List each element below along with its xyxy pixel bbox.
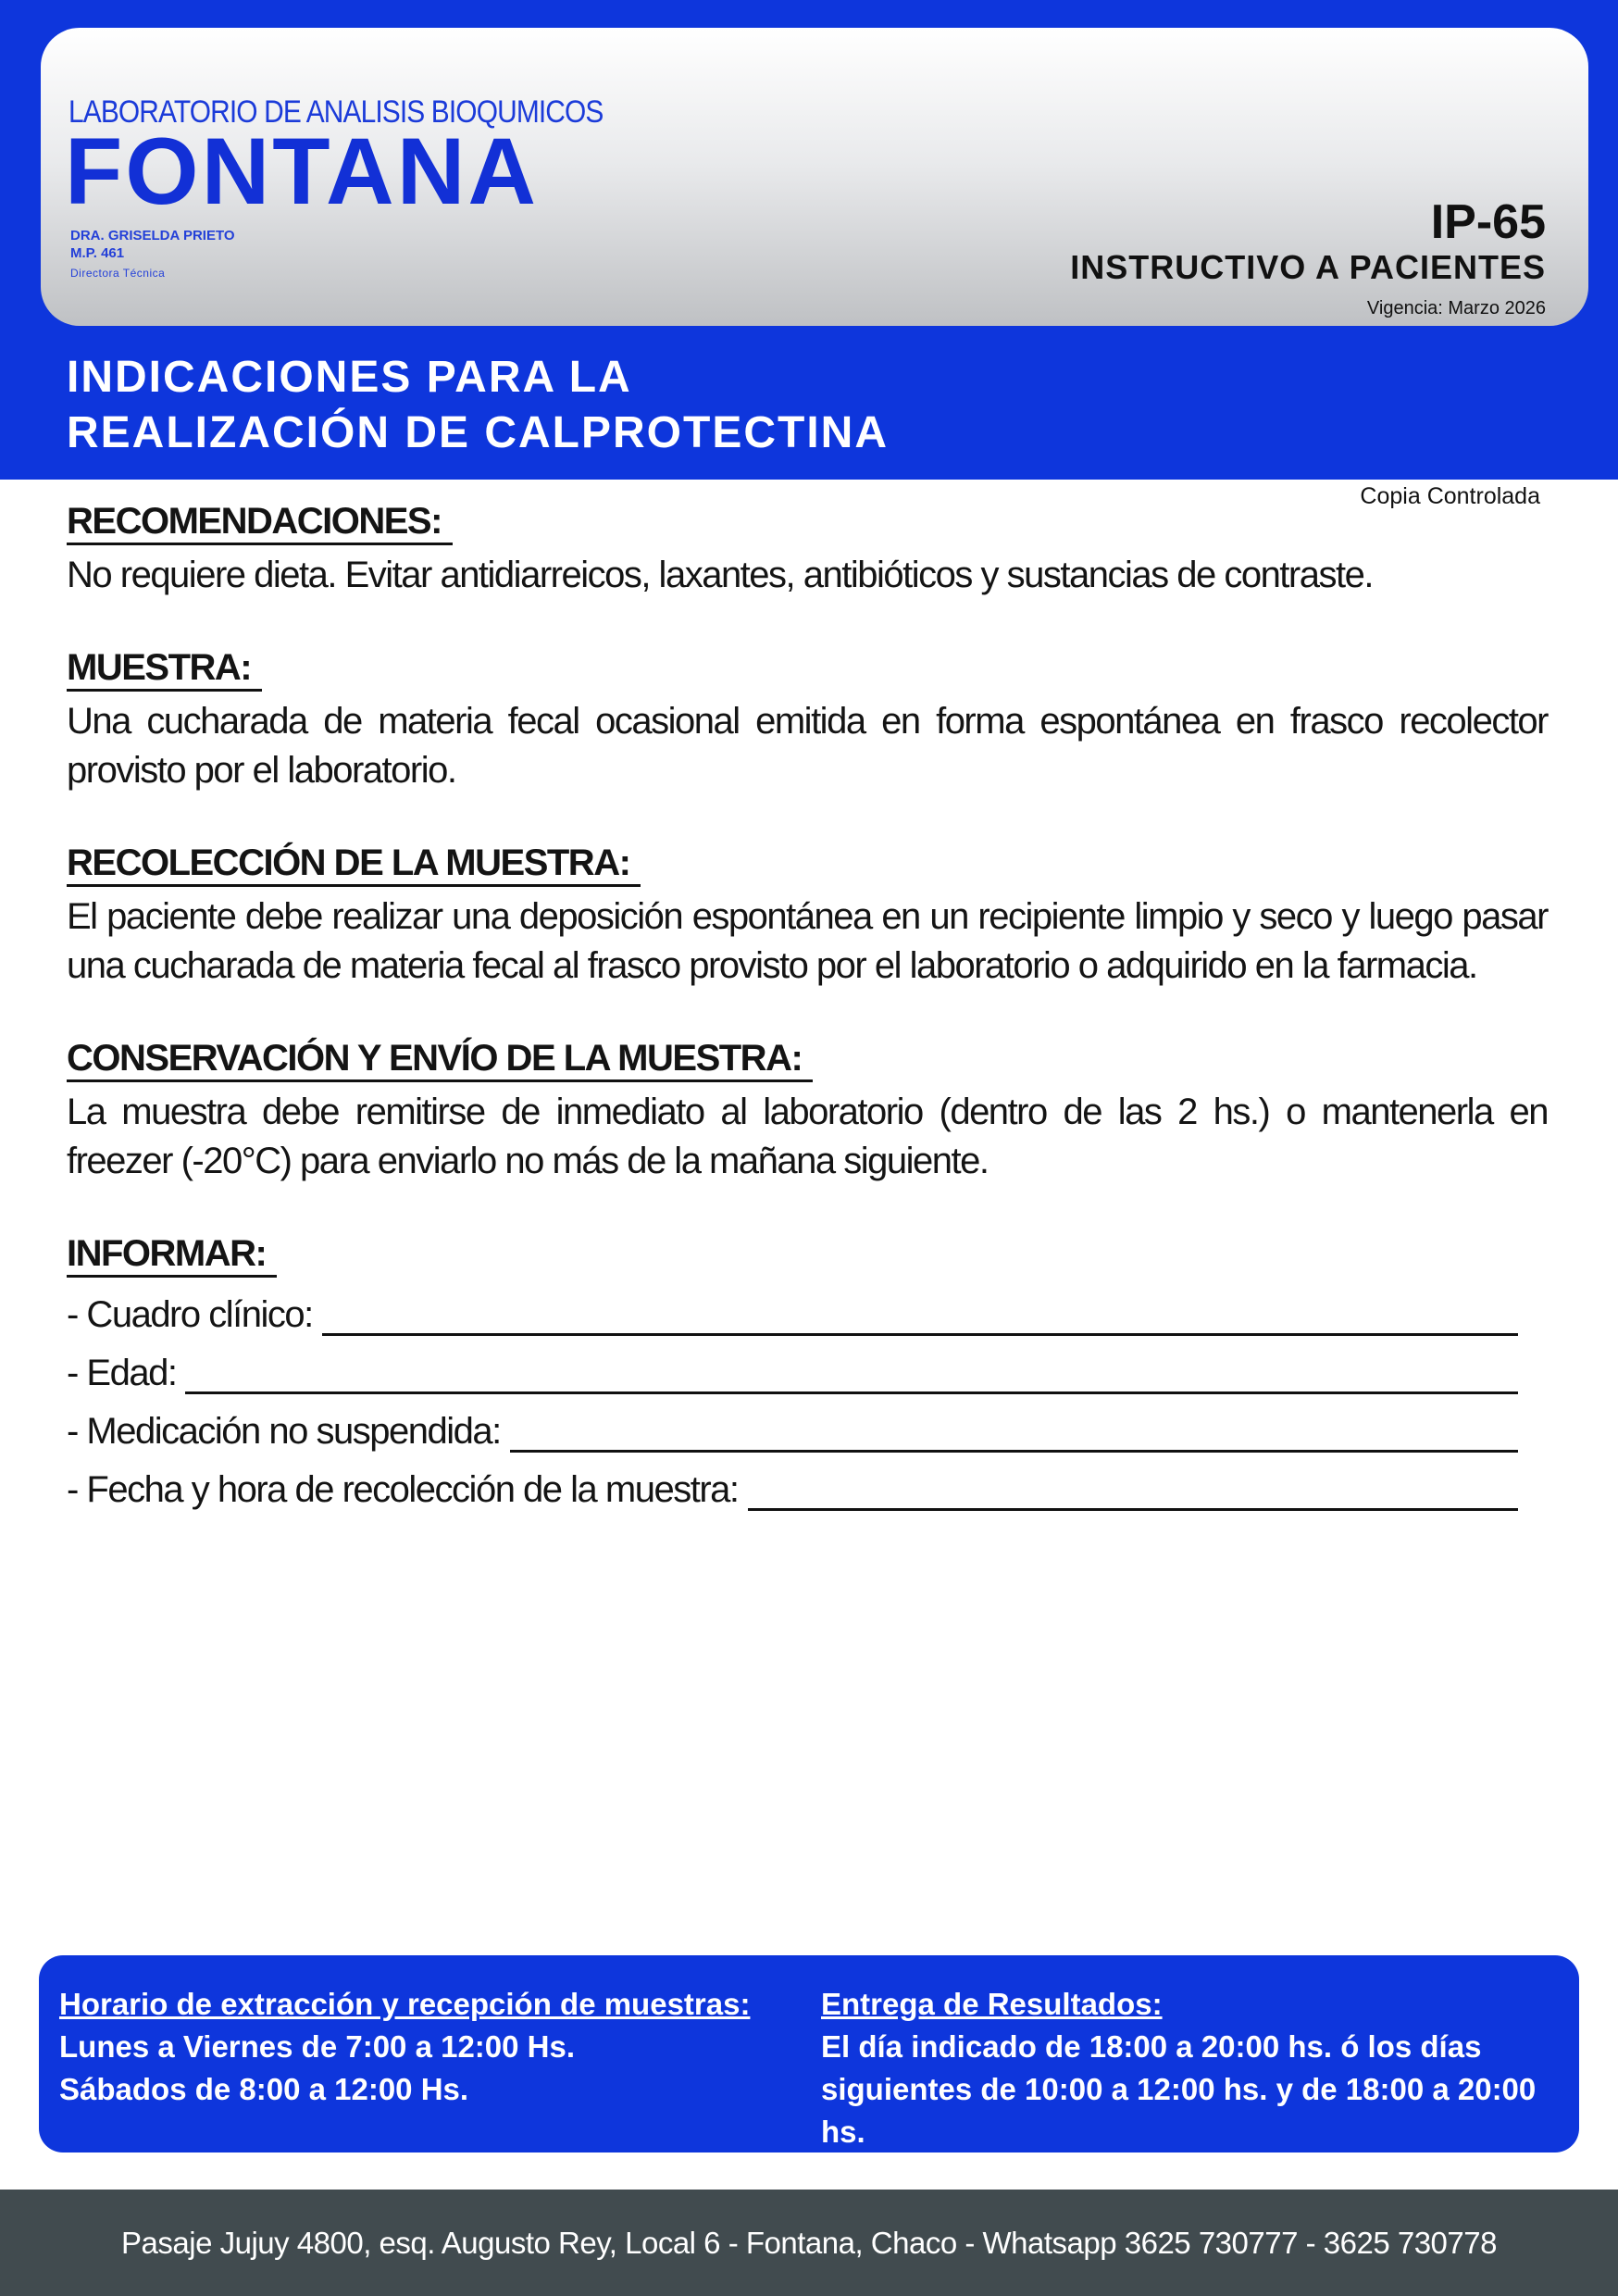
fill-line[interactable]: [322, 1296, 1518, 1336]
director-license: M.P. 461: [70, 245, 125, 261]
field-label: - Cuadro clínico:: [67, 1294, 313, 1335]
extraction-hours-title: Horario de extracción y recepción de muestras:: [59, 1987, 751, 2021]
section-recomendaciones: [67, 500, 1548, 600]
field-medicacion[interactable]: [67, 1394, 1518, 1453]
section-text: Una cucharada de materia fecal ocasional emitida en forma espontánea en frasco recolector provisto por el laboratorio.: [67, 701, 1548, 791]
fill-line[interactable]: [748, 1471, 1518, 1511]
section-title: RECOMENDACIONES:: [67, 500, 453, 545]
field-label: - Fecha y hora de recolección de la muestra:: [67, 1469, 739, 1510]
section-title: MUESTRA:: [67, 646, 262, 692]
document-code: IP-65: [1430, 195, 1546, 249]
hours-box: [39, 1955, 1579, 2152]
header-panel: [41, 28, 1588, 326]
brand-logo-text: FONTANA: [65, 119, 540, 224]
lab-name-line: LABORATORIO DE ANALISIS BIOQUMICOS: [68, 94, 604, 130]
field-label: - Medicación no suspendida:: [67, 1411, 501, 1452]
document-type: INSTRUCTIVO A PACIENTES: [1070, 248, 1546, 286]
director-name: DRA. GRISELDA PRIETO: [70, 228, 235, 243]
extraction-hours-line: Lunes a Viernes de 7:00 a 12:00 Hs.: [59, 2029, 576, 2064]
section-text: La muestra debe remitirse de inmediato al laboratorio (dentro de las 2 hs.) o mantenerla en freezer (-20°C) para enviarlo no más de la mañana siguiente.: [67, 1092, 1548, 1181]
section-conservacion: [67, 1037, 1548, 1186]
director-role: Directora Técnica: [70, 267, 166, 280]
section-title: RECOLECCIÓN DE LA MUESTRA:: [67, 842, 641, 887]
results-delivery: [821, 1983, 1579, 2153]
section-text: El paciente debe realizar una deposición espontánea en un recipiente limpio y seco y luego pasar una cucharada de materia fecal al frasco provisto por el laboratorio o adquirido en la farmacia.: [67, 896, 1548, 986]
extraction-hours-line: Sábados de 8:00 a 12:00 Hs.: [59, 2072, 469, 2106]
section-text: No requiere dieta. Evitar antidiarreicos, laxantes, antibióticos y sustancias de contraste.: [67, 555, 1373, 595]
instructions-content: [67, 500, 1548, 1557]
section-recoleccion: [67, 842, 1548, 991]
page-title: [67, 350, 1270, 461]
page-title-line-2: REALIZACIÓN DE CALPROTECTINA: [67, 408, 889, 457]
section-informar: [67, 1232, 1548, 1511]
informar-title: INFORMAR:: [67, 1232, 277, 1278]
section-muestra: [67, 646, 1548, 795]
results-delivery-title: Entrega de Resultados:: [821, 1987, 1163, 2021]
field-cuadro-clinico[interactable]: [67, 1278, 1518, 1336]
page-title-line-1: INDICACIONES PARA LA: [67, 353, 632, 402]
field-edad[interactable]: [67, 1336, 1518, 1394]
footer-address: Pasaje Jujuy 4800, esq. Augusto Rey, Local 6 - Fontana, Chaco - Whatsapp 3625 730777 - 3625 730778: [0, 2190, 1618, 2296]
validity-date: Vigencia: Marzo 2026: [1366, 298, 1546, 318]
fill-line[interactable]: [185, 1354, 1518, 1394]
section-title: CONSERVACIÓN Y ENVÍO DE LA MUESTRA:: [67, 1037, 813, 1082]
results-delivery-line: siguientes de 10:00 a 12:00 hs. y de 18:00 a 20:00 hs.: [821, 2072, 1537, 2149]
field-fecha-hora[interactable]: [67, 1453, 1518, 1511]
fill-line[interactable]: [510, 1413, 1518, 1453]
results-delivery-line: El día indicado de 18:00 a 20:00 hs. ó los días: [821, 2029, 1482, 2064]
controlled-copy-label: Copia Controlada: [1360, 483, 1540, 509]
field-label: - Edad:: [67, 1353, 177, 1393]
extraction-hours: [59, 1983, 750, 2111]
